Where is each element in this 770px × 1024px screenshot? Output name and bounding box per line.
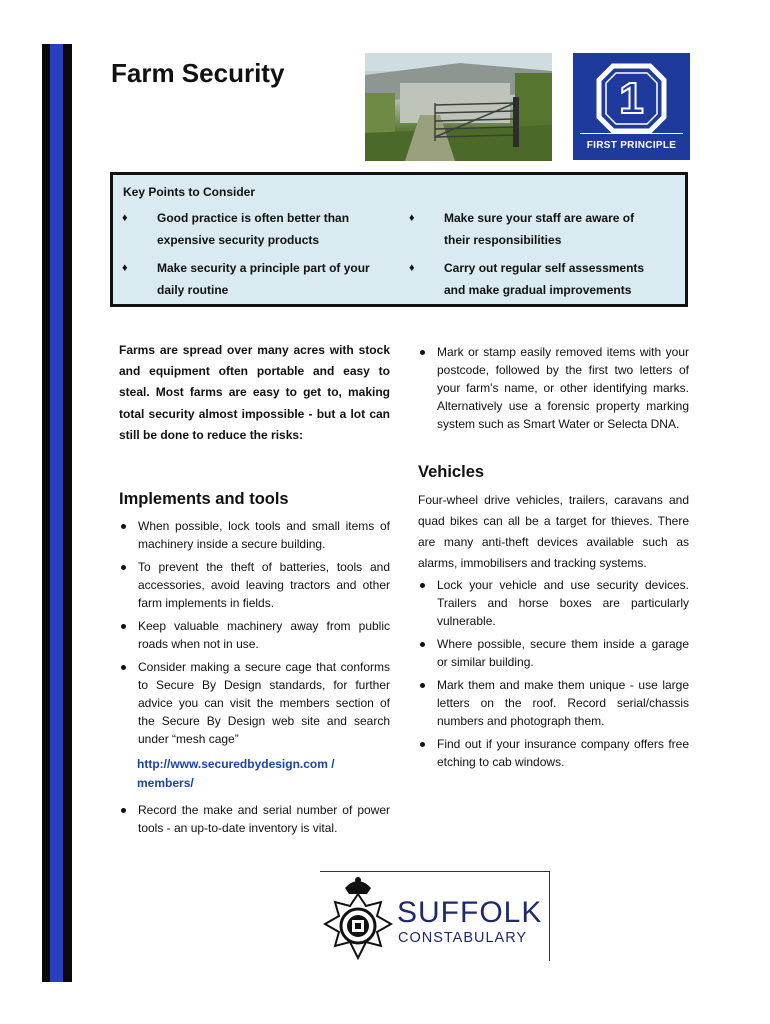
diamond-bullet-icon: ♦ [122, 262, 128, 274]
bullet-icon [420, 683, 425, 688]
first-principle-logo [573, 53, 690, 160]
secured-by-design-link[interactable]: http://www.securedbydesign.com / members/ [137, 757, 335, 790]
list-item: To prevent the theft of batteries, tools and accessories, avoid leaving tractors and other farm implements in fields. [119, 558, 390, 612]
implements-section [119, 490, 390, 842]
farm-gate-photo [365, 53, 552, 161]
bullet-icon [121, 808, 126, 813]
list-item: Keep valuable machinery away from public roads when not in use. [119, 617, 390, 653]
right-column [418, 343, 689, 776]
police-crest-icon [321, 874, 395, 964]
list-item: Mark them and make them unique - use large letters on the roof. Record serial/chassis numbers and photograph them. [418, 676, 689, 730]
key-point: ♦ Good practice is often better than expensive security products [157, 207, 349, 251]
implements-heading: Implements and tools [119, 490, 289, 508]
bullet-icon [420, 350, 425, 355]
vehicles-heading: Vehicles [418, 463, 485, 481]
key-point: ♦ Carry out regular self assessments and make gradual improvements [444, 257, 644, 301]
key-points-heading: Key Points to Consider [123, 185, 256, 199]
marking-list [418, 343, 689, 433]
implements-list [119, 517, 390, 748]
list-item: Consider making a secure cage that conforms to Secure By Design standards, for further advice you can visit the members section of the Secure By Design web site and search under “mesh cage” [119, 658, 390, 748]
bullet-icon [420, 742, 425, 747]
vehicles-list [418, 576, 689, 771]
key-point: ♦ Make sure your staff are aware of their responsibilities [444, 207, 634, 251]
bullet-icon [420, 583, 425, 588]
list-item: Find out if your insurance company offers free etching to cab windows. [418, 735, 689, 771]
diamond-bullet-icon: ♦ [122, 212, 128, 224]
diamond-bullet-icon: ♦ [409, 262, 415, 274]
first-principle-rule [580, 133, 683, 134]
list-item: Record the make and serial number of power tools - an up-to-date inventory is vital. [119, 801, 390, 837]
bullet-icon [121, 665, 126, 670]
bullet-icon [121, 624, 126, 629]
key-points-box [110, 172, 688, 307]
list-item: Mark or stamp easily removed items with your postcode, followed by the first two letters of your farm's name, or other identifying marks. Alternatively use a forensic property marking system such as Smart Water or Selecta DNA. [418, 343, 689, 433]
page-sidebar-stripe [50, 44, 63, 982]
bullet-icon [420, 642, 425, 647]
constabulary-name: SUFFOLK [397, 896, 543, 929]
first-principle-caption: FIRST PRINCIPLE [586, 140, 677, 151]
bullet-icon [121, 565, 126, 570]
list-item: Lock your vehicle and use security devices. Trailers and horse boxes are particularly vulnerable. [418, 576, 689, 630]
constabulary-subname: CONSTABULARY [398, 930, 528, 946]
vehicles-paragraph: Four-wheel drive vehicles, trailers, caravans and quad bikes can all be a target for thieves. There are many anti-theft devices available such as alarms, immobilisers and tracking systems. [418, 493, 689, 570]
list-item: When possible, lock tools and small items of machinery inside a secure building. [119, 517, 390, 553]
list-item: Where possible, secure them inside a garage or similar building. [418, 635, 689, 671]
diamond-bullet-icon: ♦ [409, 212, 415, 224]
bullet-icon [121, 524, 126, 529]
first-principle-digit: 1 [619, 74, 644, 123]
intro-paragraph: Farms are spread over many acres with stock and equipment often portable and easy to steal. Most farms are easy to get to, making total security almost impossible - but a lot can still be done to reduce the risks: [119, 343, 390, 442]
implements-list-continued [119, 801, 390, 837]
page-title: Farm Security [111, 58, 285, 88]
key-point: ♦ Make security a principle part of your daily routine [157, 257, 370, 301]
